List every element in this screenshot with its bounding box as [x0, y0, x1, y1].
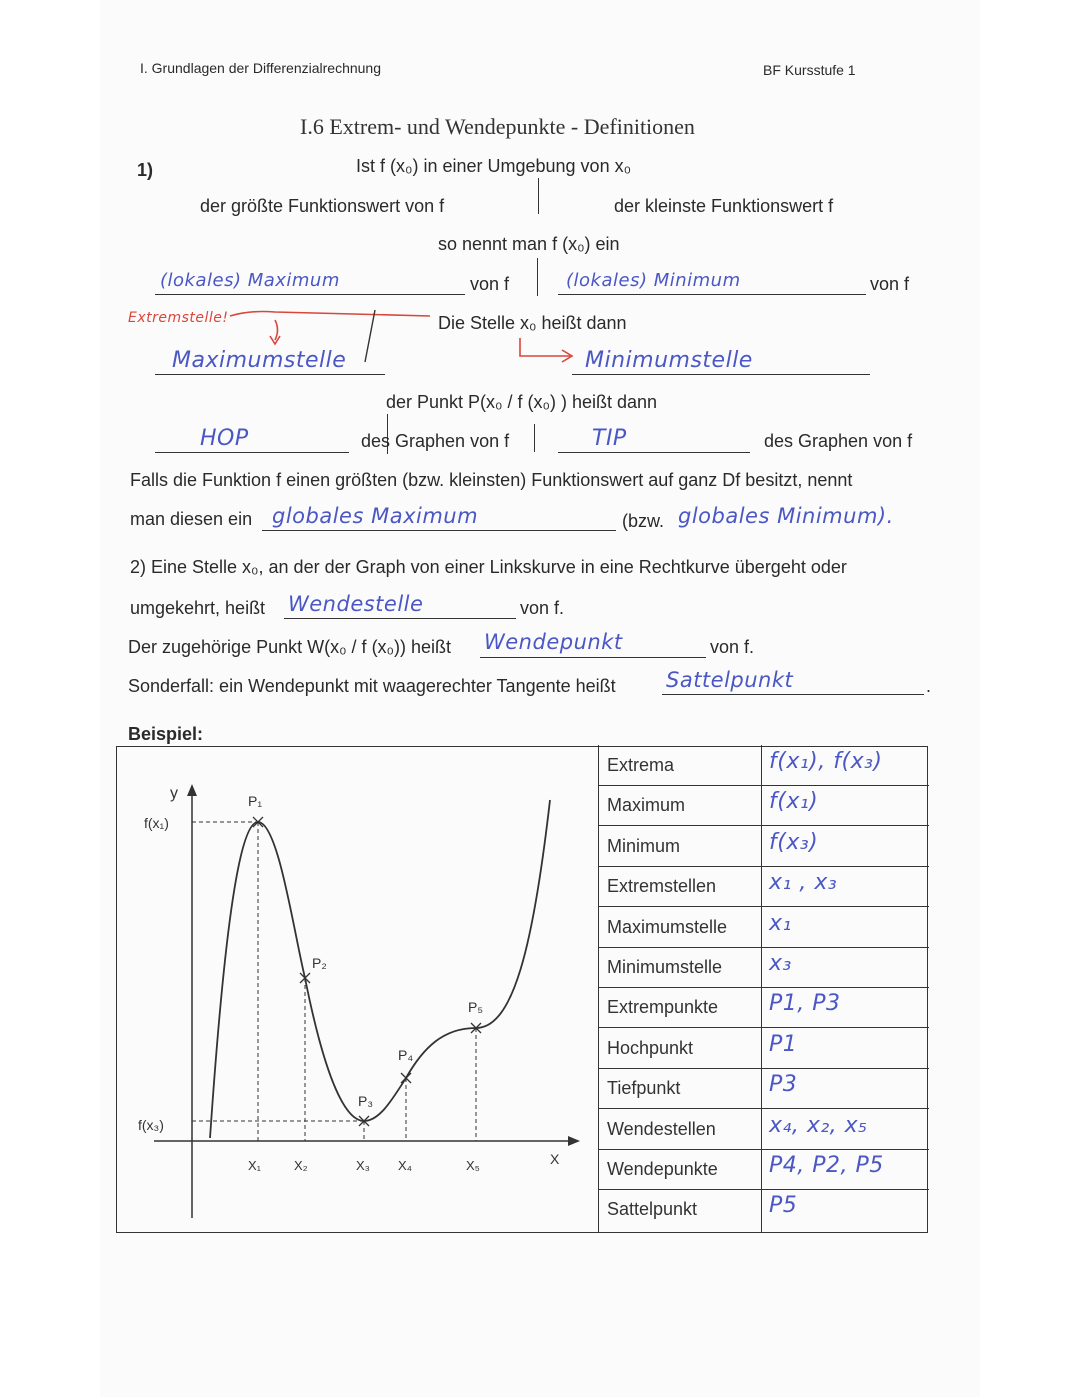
table-row-value: x₁ [769, 910, 792, 936]
hand-maxstelle: Maximumstelle [172, 348, 347, 373]
table-row-label: Sattelpunkt [607, 1199, 698, 1220]
table-row-value: f(x₁), f(x₃) [769, 749, 883, 774]
table-row [599, 745, 929, 786]
table-row [599, 947, 929, 988]
function-curve [210, 800, 550, 1138]
tick-x4: X₄ [398, 1158, 412, 1173]
table-row-label: Maximumstelle [607, 916, 728, 937]
global-prefix: man diesen ein [130, 509, 253, 529]
beispiel-label: Beispiel: [128, 724, 204, 744]
tick-x3: X₃ [356, 1158, 370, 1173]
sattelpunkt-underline [662, 694, 924, 695]
fx3-label: f(x₃) [138, 1117, 164, 1133]
section2-line4-suffix: . [926, 676, 932, 696]
wendestelle-underline [284, 618, 516, 619]
table-row-label: Tiefpunkt [607, 1078, 681, 1099]
table-row-value: P5 [769, 1193, 798, 1219]
table-row-label: Maximum [607, 795, 686, 816]
hand-wendestelle: Wendestelle [288, 592, 424, 616]
hand-hop: HOP [200, 426, 249, 451]
section2-line2-suffix: von f. [520, 598, 565, 618]
divider-line-mid [537, 258, 538, 296]
table-row-label: Extrema [607, 755, 675, 775]
y-axis-arrow [187, 784, 197, 796]
table-row-label: Wendepunkte [607, 1159, 718, 1179]
point-label-p5: P₅ [468, 999, 483, 1015]
hand-extremstelle: Extremstelle! [128, 310, 229, 326]
table-row-value: f(x₃) [769, 829, 819, 855]
table-row-value: x₄, x₂, x₅ [769, 1112, 868, 1138]
table-row-label: Hochpunkt [607, 1037, 694, 1058]
tick-x1: X₁ [248, 1158, 262, 1173]
section2-line1: 2) Eine Stelle x₀, an der der Graph von einer Linkskurve in eine Rechtkurve übergeht oder [130, 557, 847, 577]
table-row-label: Wendestellen [607, 1118, 716, 1139]
fx1-label: f(x₁) [144, 815, 169, 831]
hand-tip: TIP [592, 426, 627, 451]
hand-max: (lokales) Maximum [160, 270, 340, 291]
maxstelle-underline [155, 374, 385, 375]
right-case: der kleinste Funktionswert f [614, 196, 834, 216]
table-row [599, 1028, 929, 1069]
hand-wendepunkt: Wendepunkt [484, 630, 623, 654]
global-max-underline [262, 530, 616, 531]
point-label-p1: P₁ [248, 793, 263, 809]
tick-x5: X₅ [466, 1158, 480, 1173]
table-row-label: Minimumstelle [607, 957, 723, 977]
hand-minstelle: Minimumstelle [585, 348, 753, 373]
example-graph [118, 748, 596, 1232]
punkt-heisst: der Punkt P(x₀ / f (x₀) ) heißt dann [386, 392, 658, 412]
table-row [599, 1109, 929, 1150]
header-right: BF Kursstufe 1 [763, 62, 856, 78]
example-table [598, 745, 928, 1233]
table-row-value: P1, P3 [769, 991, 841, 1017]
y-axis-label: y [170, 785, 178, 802]
table-row [599, 1149, 929, 1190]
table-row-label: Extremstellen [607, 876, 717, 897]
table-row-value: P4, P2, P5 [769, 1153, 884, 1178]
point-label-p4: P₄ [398, 1047, 414, 1063]
section1-number: 1) [137, 160, 154, 180]
table-row-value: P1 [769, 1031, 798, 1057]
page-title: I.6 Extrem- und Wendepunkte - Definitionen [300, 114, 695, 139]
header-left: I. Grundlagen der Differenzialrechnung [140, 60, 382, 76]
des-graphen-left: des Graphen von f [361, 431, 510, 451]
x-axis-arrow [568, 1136, 580, 1146]
point-label-p2: P₂ [312, 955, 327, 971]
hand-global-max: globales Maximum [272, 504, 479, 528]
table-row [599, 1189, 929, 1229]
hop-underline [155, 452, 349, 453]
table-row [599, 866, 929, 907]
hand-min: (lokales) Minimum [566, 270, 741, 291]
table-row-value: x₃ [769, 951, 792, 976]
max-underline [155, 294, 465, 295]
des-graphen-right: des Graphen von f [764, 431, 913, 451]
wendepunkt-underline [480, 657, 706, 658]
hand-global-min: globales Minimum). [678, 504, 894, 528]
point-label-p3: P₃ [358, 1093, 374, 1109]
section2-line3-suffix: von f. [710, 637, 755, 657]
table-row-value: P3 [769, 1072, 798, 1098]
hand-sattelpunkt: Sattelpunkt [666, 668, 794, 692]
x-axis-label: X [550, 1151, 560, 1167]
minstelle-underline [572, 374, 870, 375]
table-row-label: Minimum [607, 835, 681, 856]
table-row-value: x₁ , x₃ [769, 870, 838, 896]
so-nennt-text: so nennt man f (x₀) ein [438, 234, 620, 254]
divider-line-top [538, 178, 539, 214]
section2-line2-prefix: umgekehrt, heißt [130, 598, 266, 618]
bzw-text: (bzw. [622, 511, 665, 531]
tip-underline [558, 452, 750, 453]
table-row [599, 987, 929, 1028]
table-row [599, 785, 929, 826]
tick-x2: X₂ [294, 1158, 308, 1173]
table-row [599, 1068, 929, 1109]
table-row [599, 826, 929, 867]
table-row [599, 907, 929, 948]
section2-line4-prefix: Sonderfall: ein Wendepunkt mit waagerechter Tangente heißt [128, 676, 616, 696]
table-row-value: f(x₁) [769, 789, 819, 815]
divider-line-hop [534, 424, 535, 452]
table-row-label: Extrempunkte [607, 997, 719, 1018]
section1-intro: Ist f (x₀) in einer Umgebung von x₀ [356, 156, 632, 176]
von-f-right: von f [870, 274, 910, 294]
von-f-left: von f [470, 274, 510, 294]
min-underline [558, 294, 866, 295]
global-line1: Falls die Funktion f einen größten (bzw. kleinsten) Funktionswert auf ganz Df besitzt, nennt [130, 470, 853, 490]
left-case: der größte Funktionswert von f [200, 196, 445, 216]
stelle-heisst: Die Stelle x₀ heißt dann [438, 313, 627, 333]
section2-line3-prefix: Der zugehörige Punkt W(x₀ / f (x₀)) heißt [128, 637, 452, 657]
